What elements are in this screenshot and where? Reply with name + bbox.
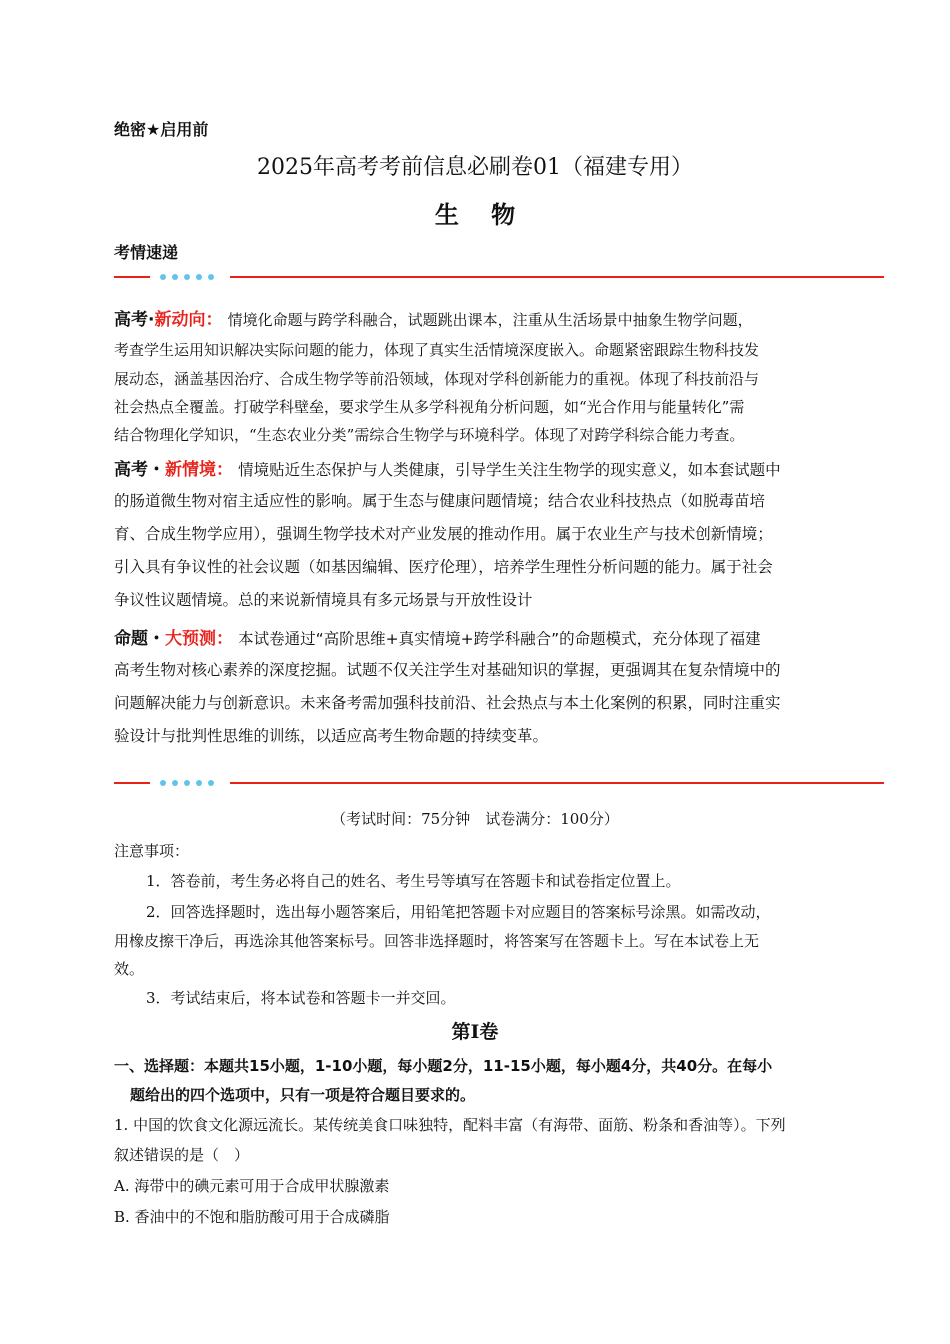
notice-heading: 注意事项： (114, 842, 190, 860)
notice-item: 2．回答选择题时，选出每小题答案后，用铅笔把答题卡对应题目的答案标号涂黑。如需改动， (146, 903, 771, 921)
brief-text: 情境贴近生态保护与人类健康，引导学生关注生物学的现实意义，如本套试题中 (238, 461, 781, 479)
brief-line (114, 455, 781, 480)
divider-dot (160, 780, 166, 786)
brief-text: 展动态，涵盖基因治疗、合成生物学等前沿领域，体现对学科创新能力的重视。体现了科技前沿与 (114, 370, 760, 388)
option-a: A. 海带中的碘元素可用于合成甲状腺激素 (114, 1177, 390, 1195)
brief-text: 结合物理化学知识，“生态农业分类”需综合生物学与环境科学。体现了对跨学科综合能力考查。 (114, 426, 745, 444)
question-stem: 叙述错误的是（ ） (114, 1146, 250, 1164)
brief-text: 考查学生运用知识解决实际问题的能力，体现了真实生活情境深度嵌入。命题紧密跟踪生物科技发 (114, 341, 760, 359)
brief-text: 验设计与批判性思维的训练，以适应高考生物命题的持续变革。 (114, 727, 549, 745)
section-divider-bottom (114, 777, 884, 789)
section-divider-top (114, 271, 884, 283)
subject-title: 生 物 (434, 200, 528, 229)
brief-label-prefix: 命题・ (114, 629, 165, 649)
divider-dot (196, 780, 202, 786)
divider-dot (184, 274, 190, 280)
notice-item: 1．答卷前，考生务必将自己的姓名、考生号等填写在答题卡和试卷指定位置上。 (146, 872, 681, 890)
brief-text: 育、合成生物学应用），强调生物学技术对产业发展的推动作用。属于农业生产与技术创新情境； (114, 525, 773, 543)
brief-label-highlight: 新动向： (154, 310, 223, 330)
divider-dot (208, 780, 214, 786)
notice-item: 3．考试结束后，将本试卷和答题卡一并交回。 (146, 989, 456, 1007)
notice-item-continued: 用橡皮擦干净后，再选涂其他答案标号。回答非选择题时，将答案写在答题卡上。写在本试卷上无 (114, 932, 760, 950)
section-heading: 考情速递 (114, 243, 179, 262)
brief-line (114, 305, 753, 330)
divider-dot (160, 274, 166, 280)
option-b: B. 香油中的不饱和脂肪酸可用于合成磷脂 (114, 1208, 390, 1226)
section-instruction: 题给出的四个选项中，只有一项是符合题目要求的。 (130, 1086, 476, 1104)
brief-text: 的肠道微生物对宿主适应性的影响。属于生态与健康问题情境；结合农业科技热点（如脱毒苗培 (114, 492, 766, 510)
brief-line (114, 624, 761, 649)
brief-text: 本试卷通过“高阶思维+真实情境+跨学科融合”的命题模式，充分体现了福建 (238, 630, 761, 648)
divider-dot (172, 780, 178, 786)
section-instruction: 一、选择题：本题共15小题，1-10小题，每小题2分，11-15小题，每小题4分，共40分。在每小 (114, 1057, 773, 1075)
divider-line-left (114, 276, 150, 278)
brief-text: 引入具有争议性的社会议题（如基因编辑、医疗伦理），培养学生理性分析问题的能力。属于社会 (114, 558, 773, 576)
brief-label-highlight: 新情境： (165, 460, 233, 480)
brief-text: 问题解决能力与创新意识。未来备考需加强科技前沿、社会热点与本土化案例的积累，同时注重实 (114, 694, 781, 712)
part-title: 第Ⅰ卷 (451, 1021, 499, 1043)
divider-dot (196, 274, 202, 280)
divider-line-right (230, 782, 884, 784)
brief-text: 社会热点全覆盖。打破学科壁垒，要求学生从多学科视角分析问题，如“光合作用与能量转化”需 (114, 398, 745, 416)
divider-dots (160, 778, 214, 788)
divider-line-left (114, 782, 150, 784)
brief-label-prefix: 高考· (114, 310, 155, 330)
brief-text: 高考生物对核心素养的深度挖掘。试题不仅关注学生对基础知识的掌握，更强调其在复杂情境中的 (114, 661, 781, 679)
divider-dot (184, 780, 190, 786)
notice-item-continued: 效。 (114, 960, 145, 978)
divider-dots (160, 272, 214, 282)
divider-dot (208, 274, 214, 280)
brief-label-prefix: 高考・ (114, 460, 165, 480)
brief-label-highlight: 大预测： (165, 629, 233, 649)
confidential-mark: 绝密★启用前 (114, 120, 209, 139)
exam-time-info: （考试时间：75分钟 试卷满分：100分） (331, 810, 619, 828)
question-stem: 1. 中国的饮食文化源远流长。某传统美食口味独特，配料丰富（有海带、面筋、粉条和香油等）。下列 (114, 1116, 786, 1134)
divider-dot (172, 274, 178, 280)
divider-line-right (230, 276, 884, 278)
brief-text: 情境化命题与跨学科融合，试题跳出课本，注重从生活场景中抽象生物学问题， (227, 311, 753, 329)
exam-title: 2025年高考考前信息必刷卷01（福建专用） (257, 155, 693, 180)
brief-text: 争议性议题情境。总的来说新情境具有多元场景与开放性设计 (114, 591, 533, 609)
